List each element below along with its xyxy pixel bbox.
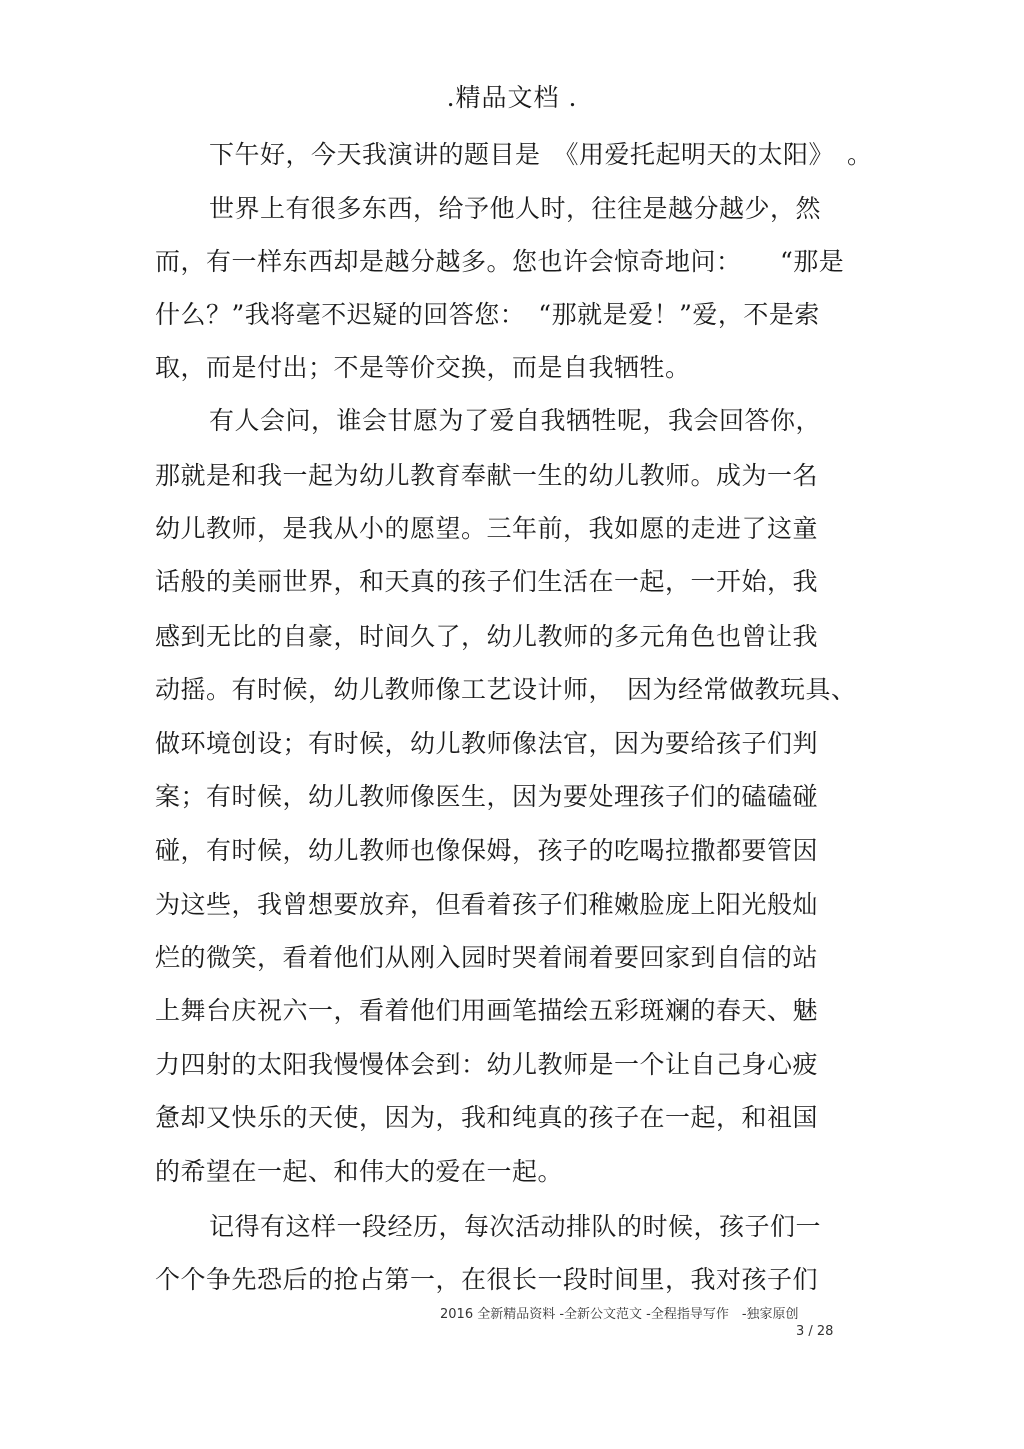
text-line: 惫却又快乐的天使，因为，我和纯真的孩子在一起，和祖国 [155, 1103, 819, 1132]
text-line: 案；有时候，幼儿教师像医生，因为要处理孩子们的磕磕碰 [155, 782, 819, 811]
text-line: 取，而是付出；不是等价交换，而是自我牺牲。 [155, 353, 691, 382]
footer-source-text: 2016 全新精品资料 -全新公文范文 -全程指导写作 -独家原创 [440, 1307, 799, 1322]
text-line: 碰，有时候，幼儿教师也像保姆，孩子的吃喝拉撒都要管因 [155, 836, 819, 865]
page-header: .精品文档 . [446, 83, 578, 112]
text-line: 话般的美丽世界，和天真的孩子们生活在一起，一开始，我 [155, 567, 819, 596]
text-line: 记得有这样一段经历，每次活动排队的时候，孩子们一 [209, 1212, 822, 1241]
page-number: 3 / 28 [796, 1324, 834, 1339]
text-line: 幼儿教师，是我从小的愿望。三年前，我如愿的走进了这童 [155, 514, 819, 543]
text-line: 那就是和我一起为幼儿教育奉献一生的幼儿教师。成为一名 [155, 461, 819, 490]
text-line: 烂的微笑，看着他们从刚入园时哭着闹着要回家到自信的站 [155, 943, 819, 972]
text-line: 力四射的太阳我慢慢体会到：幼儿教师是一个让自己身心疲 [155, 1050, 819, 1079]
text-line: 做环境创设；有时候，幼儿教师像法官，因为要给孩子们判 [155, 729, 819, 758]
text-line: 什么？”我将毫不迟疑的回答您： “那就是爱！”爱，不是索 [155, 300, 820, 329]
text-line: 而，有一样东西却是越分越多。您也许会惊奇地问： “那是 [155, 247, 845, 276]
text-line: 下午好，今天我演讲的题目是 《用爱托起明天的太阳》 。 [209, 140, 873, 169]
text-line: 的希望在一起、和伟大的爱在一起。 [155, 1157, 564, 1186]
text-line: 动摇。有时候，幼儿教师像工艺设计师， 因为经常做教玩具、 [155, 675, 857, 704]
text-line: 个个争先恐后的抢占第一，在很长一段时间里，我对孩子们 [155, 1265, 819, 1294]
text-line: 上舞台庆祝六一，看着他们用画笔描绘五彩斑斓的春天、魅 [155, 996, 819, 1025]
text-line: 有人会问，谁会甘愿为了爱自我牺牲呢，我会回答你， [209, 406, 822, 435]
text-line: 为这些，我曾想要放弃，但看着孩子们稚嫩脸庞上阳光般灿 [155, 890, 819, 919]
text-line: 感到无比的自豪，时间久了，幼儿教师的多元角色也曾让我 [155, 622, 819, 651]
text-line: 世界上有很多东西，给予他人时，往往是越分越少，然 [209, 194, 822, 223]
